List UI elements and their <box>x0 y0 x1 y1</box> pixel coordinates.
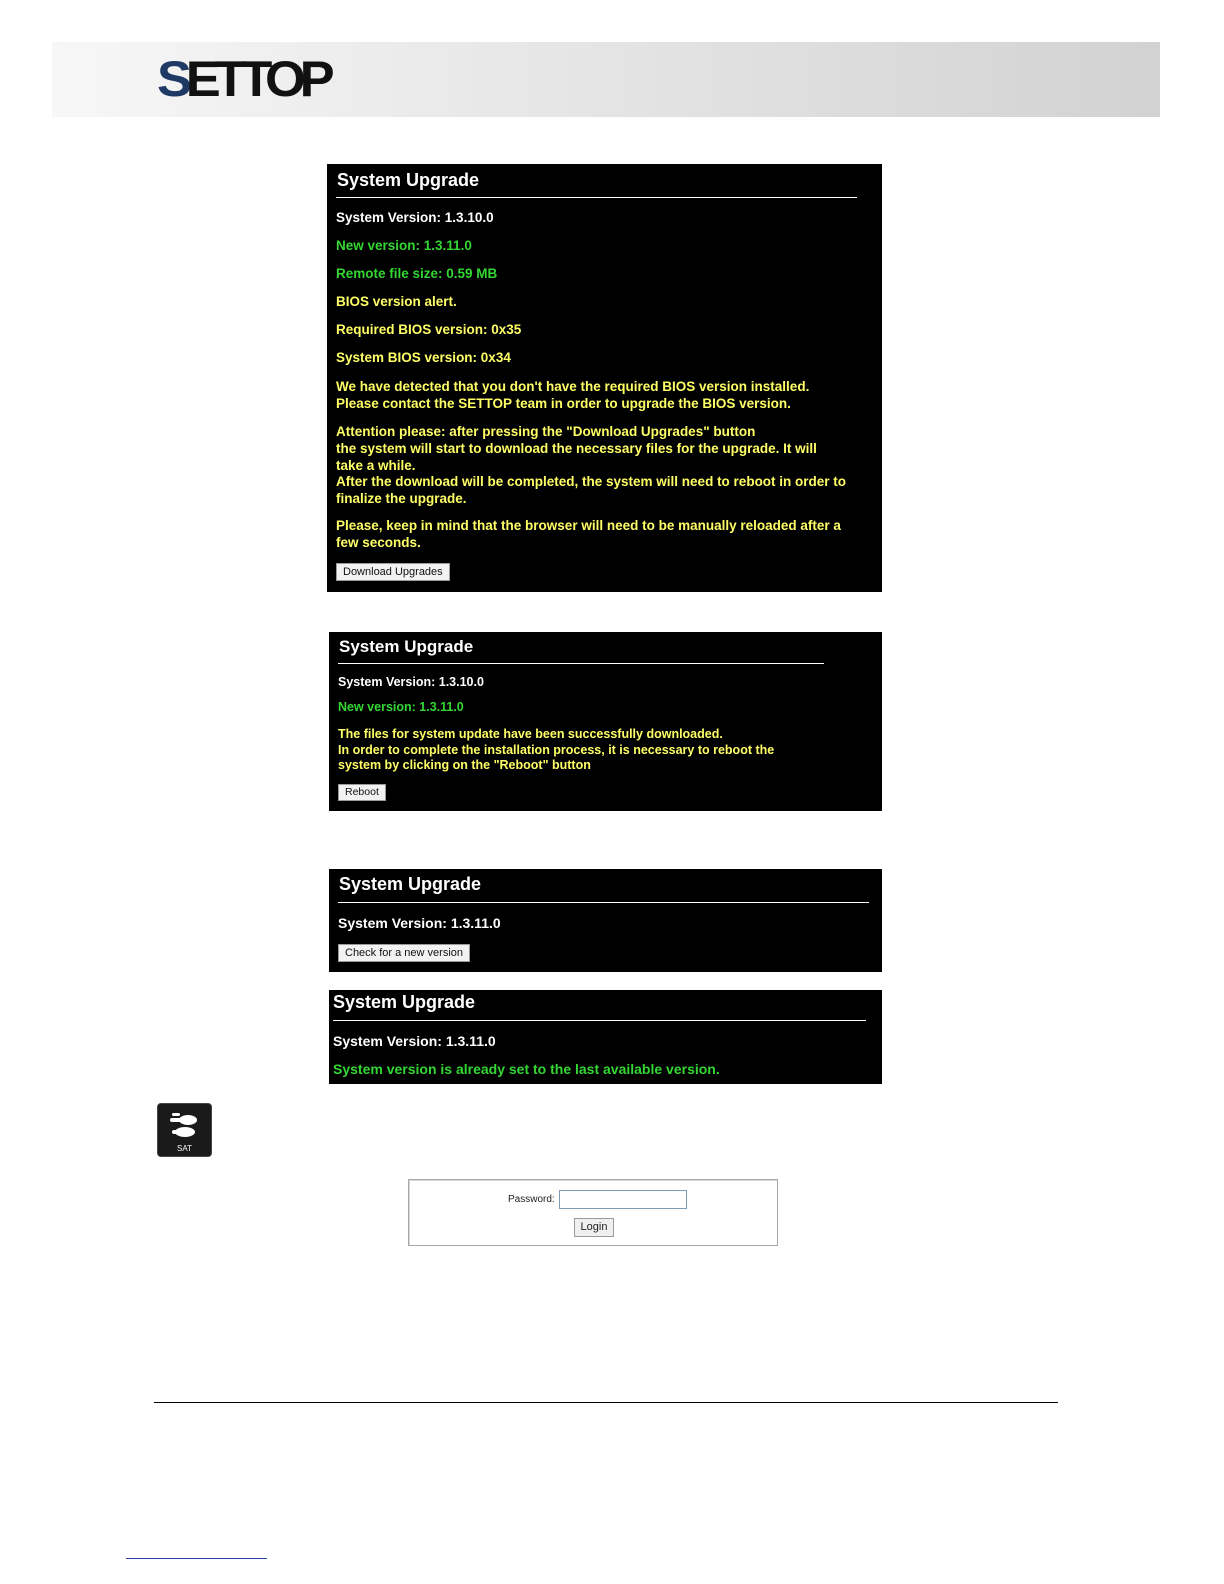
reboot-button[interactable]: Reboot <box>338 784 386 801</box>
system-version: System Version: 1.3.10.0 <box>336 210 494 225</box>
satellite-icon <box>157 1103 212 1157</box>
attention-line: Attention please: after pressing the "Download Upgrades" button <box>336 424 756 439</box>
system-version: System Version: 1.3.11.0 <box>338 915 501 931</box>
login-button[interactable]: Login <box>574 1218 614 1237</box>
system-bios-version: System BIOS version: 0x34 <box>336 350 511 365</box>
attention-line: After the download will be completed, the system will need to reboot in order to <box>336 474 847 489</box>
upgrade-panel-reboot <box>329 632 882 811</box>
reload-note: Please, keep in mind that the browser will need to be manually reloaded after a <box>336 518 841 533</box>
attention-line: take a while. <box>336 458 416 473</box>
title-divider <box>338 902 869 903</box>
panel-title: System Upgrade <box>333 992 476 1012</box>
attention-line: the system will start to download the necessary files for the upgrade. It will <box>336 441 817 456</box>
reboot-instruction: In order to complete the installation process, it is necessary to reboot the <box>338 743 775 757</box>
satellite-glyph-icon <box>168 1110 202 1142</box>
upgrade-panel-up-to-date <box>329 990 882 1084</box>
logo-rest: ETTOP <box>185 51 329 107</box>
system-version: System Version: 1.3.11.0 <box>333 1033 496 1049</box>
upgrade-panel-bios-alert <box>327 164 882 592</box>
required-bios-version: Required BIOS version: 0x35 <box>336 322 522 337</box>
system-version: System Version: 1.3.10.0 <box>338 675 484 689</box>
footer-link-underline <box>126 1558 267 1559</box>
download-upgrades-button[interactable]: Download Upgrades <box>336 563 450 581</box>
panel-title: System Upgrade <box>337 170 480 190</box>
bios-detected-message: We have detected that you don't have the required BIOS version installed. <box>336 379 810 394</box>
password-input[interactable] <box>559 1190 687 1209</box>
upgrade-panel-check <box>329 869 882 972</box>
attention-line: finalize the upgrade. <box>336 491 467 506</box>
title-divider <box>336 197 857 198</box>
bios-alert: BIOS version alert. <box>336 294 457 309</box>
reload-note: few seconds. <box>336 535 421 550</box>
remote-file-size: Remote file size: 0.59 MB <box>336 266 498 281</box>
sat-label: SAT <box>177 1144 192 1153</box>
download-success-message: The files for system update have been successfully downloaded. <box>338 727 723 741</box>
reboot-instruction: system by clicking on the "Reboot" button <box>338 758 591 772</box>
new-version: New version: 1.3.11.0 <box>336 238 472 253</box>
bios-contact-message: Please contact the SETTOP team in order to upgrade the BIOS version. <box>336 396 791 411</box>
check-new-version-button[interactable]: Check for a new version <box>338 944 470 962</box>
title-divider <box>333 1020 866 1021</box>
panel-title: System Upgrade <box>339 637 474 656</box>
settop-logo <box>157 51 329 107</box>
login-form <box>408 1179 778 1246</box>
already-latest-message: System version is already set to the last available version. <box>333 1061 720 1077</box>
footer-divider <box>154 1402 1058 1403</box>
new-version: New version: 1.3.11.0 <box>338 700 464 714</box>
password-label: Password: <box>508 1194 555 1205</box>
panel-title: System Upgrade <box>339 874 482 894</box>
title-divider <box>338 663 824 664</box>
logo-first-letter: S <box>157 51 186 107</box>
header-banner <box>52 42 1160 117</box>
